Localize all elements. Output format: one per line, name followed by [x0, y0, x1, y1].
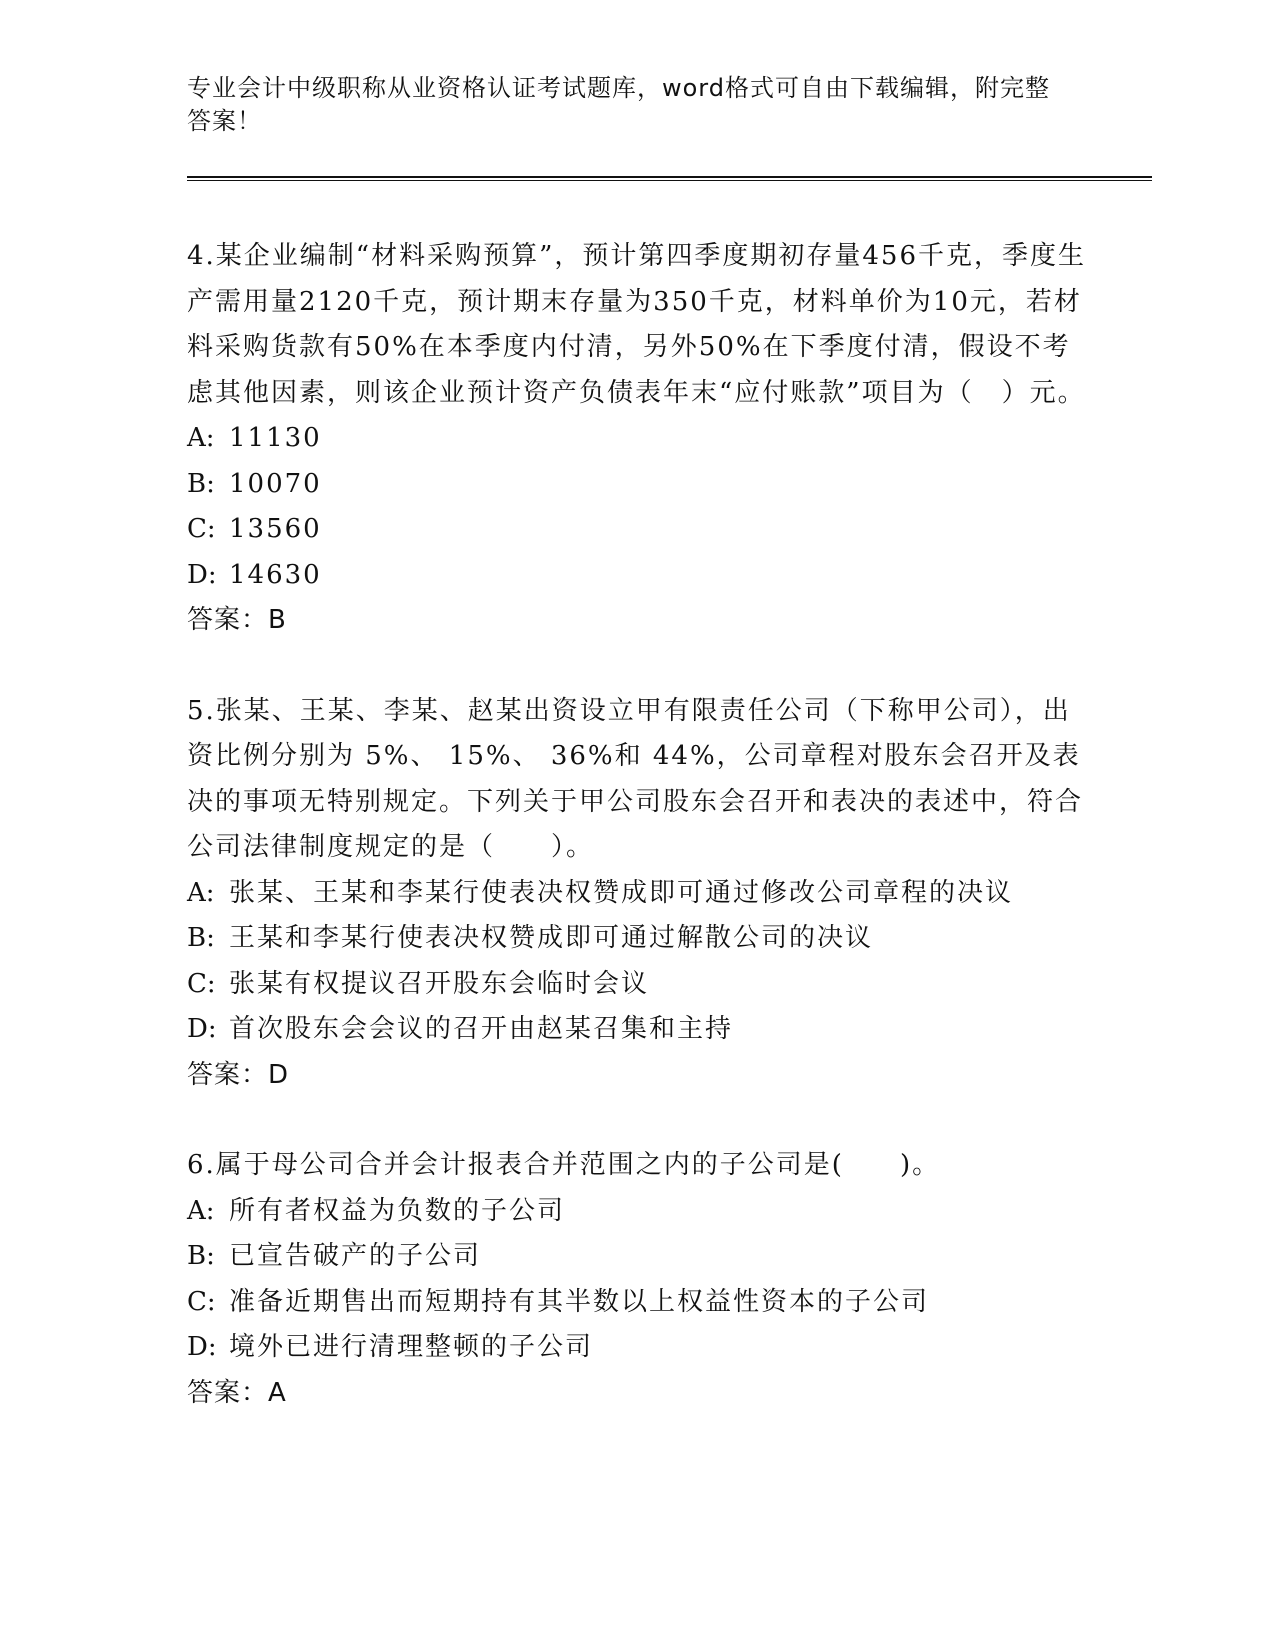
option-key: A:: [187, 1195, 215, 1226]
question-stem: 6.属于母公司合并会计报表合并范围之内的子公司是( )。: [187, 1150, 941, 1180]
option-item: [187, 507, 1087, 553]
option-item: [187, 1189, 1087, 1235]
option-key: D:: [187, 1332, 217, 1362]
answer-line: 答案：D: [187, 1059, 290, 1090]
question-item: [187, 1143, 1087, 1416]
option-key: C:: [187, 968, 216, 999]
option-item: [187, 553, 1087, 599]
option-item: [187, 916, 1087, 962]
option-text: 已宣告破产的子公司: [229, 1241, 482, 1271]
option-text: 13560: [229, 514, 322, 544]
header-divider: [187, 176, 1152, 181]
option-item: [187, 462, 1087, 508]
option-key: D:: [187, 559, 217, 590]
option-text: 14630: [229, 559, 322, 590]
option-text: 境外已进行清理整顿的子公司: [229, 1332, 594, 1362]
option-key: A:: [187, 423, 215, 453]
answer-line: 答案：B: [187, 605, 287, 635]
option-item: [187, 1325, 1087, 1371]
question-stem: 4.某企业编制“材料采购预算”，预计第四季度期初存量456千克，季度生产需用量2120千克，预计期末存量为350千克，材料单价为10元，若材料采购货款有50%在本季度内付清，另外50%在下季度付清，假设不考虑其他因素，则该企业预计资产负债表年末“应付账款”项目为（ ）元。: [187, 241, 1087, 408]
option-item: [187, 1280, 1087, 1326]
option-key: B:: [187, 923, 215, 953]
option-key: B:: [187, 468, 215, 499]
question-item: [187, 234, 1087, 644]
option-text: 张某、王某和李某行使表决权赞成即可通过修改公司章程的决议: [229, 877, 1014, 908]
option-text: 11130: [229, 423, 322, 453]
question-stem: 5.张某、王某、李某、赵某出资设立甲有限责任公司（下称甲公司），出资比例分别为 5%、 15%、 36%和 44%，公司章程对股东会召开及表决的事项无特别规定。下列关于甲公司股东会召开和表决的表述中，符合公司法律制度规定的是（ ）。: [187, 695, 1084, 862]
option-text: 首次股东会会议的召开由赵某召集和主持: [229, 1014, 734, 1044]
option-key: B:: [187, 1241, 215, 1271]
option-key: A:: [187, 877, 215, 908]
option-item: [187, 416, 1087, 462]
option-text: 张某有权提议召开股东会临时会议: [229, 968, 650, 999]
option-text: 王某和李某行使表决权赞成即可通过解散公司的决议: [229, 923, 874, 953]
option-item: [187, 1234, 1087, 1280]
option-item: [187, 962, 1087, 1008]
option-text: 所有者权益为负数的子公司: [229, 1195, 566, 1226]
option-key: D:: [187, 1014, 217, 1044]
document-header: 专业会计中级职称从业资格认证考试题库，word格式可自由下载编辑，附完整答案！: [187, 74, 1050, 135]
question-item: [187, 689, 1087, 1099]
option-text: 准备近期售出而短期持有其半数以上权益性资本的子公司: [229, 1286, 930, 1317]
option-item: [187, 1007, 1087, 1053]
question-list: [187, 234, 1087, 1416]
option-text: 10070: [229, 468, 322, 499]
question-spacer: [187, 644, 1087, 689]
question-spacer: [187, 1098, 1087, 1143]
option-key: C:: [187, 514, 216, 544]
option-item: [187, 871, 1087, 917]
answer-line: 答案：A: [187, 1377, 287, 1408]
option-key: C:: [187, 1286, 216, 1317]
